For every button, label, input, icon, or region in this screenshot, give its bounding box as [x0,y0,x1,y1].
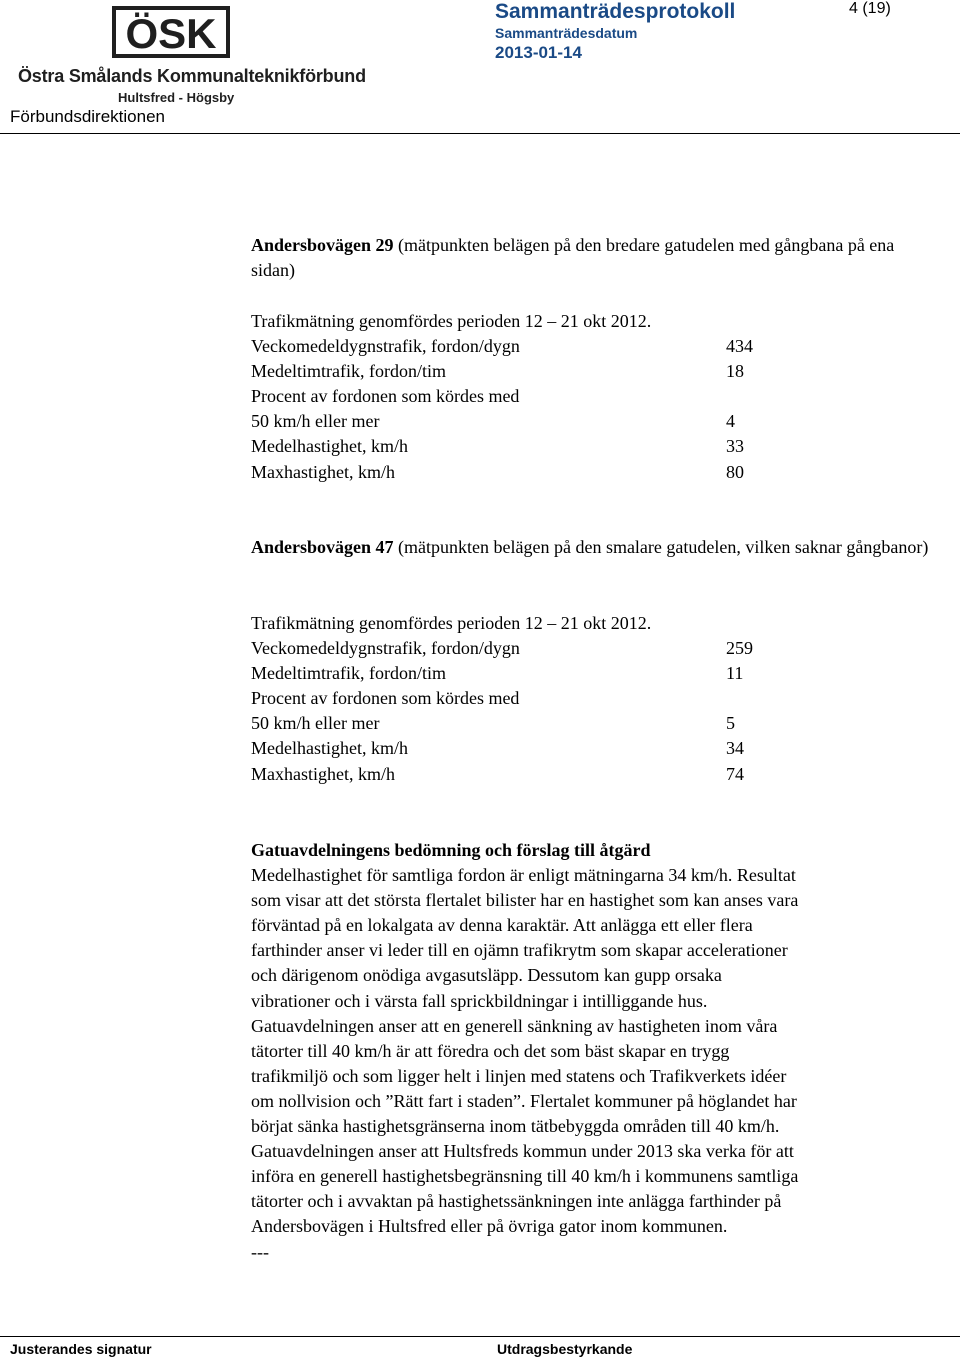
section1-street: Andersbovägen 29 [251,235,394,255]
assessment-line: som visar att det största flertalet bilister har en hastighet som kan anses vara [251,890,799,911]
org-name: Östra Smålands Kommunalteknikförbund [18,66,366,86]
meeting-date: 2013-01-14 [495,43,582,62]
measurement-row: Maxhastighet, km/h 80 [251,461,744,482]
assessment-line: Andersbovägen i Hultsfred eller på övriga gator inom kommunen. [251,1216,728,1237]
footer-divider [0,1336,960,1337]
logo-text: ÖSK [125,10,217,57]
section2-block [251,611,931,787]
assessment-line: trafikmiljö och som ligger helt i linjen med statens och Trafikverkets idéer [251,1065,787,1086]
section2-heading [251,535,931,560]
assessment-line: om nollvision och ”Rätt fart i staden”. Flertalet kommuner på höglandet har [251,1090,797,1111]
assessment-line: Gatuavdelningen anser att Hultsfreds kommun under 2013 ska verka för att [251,1141,794,1162]
end-marker: --- [251,1241,269,1262]
doc-title: Sammanträdesprotokoll [495,0,736,23]
measurement-row: 50 km/h eller mer 4 [251,411,735,432]
section2-period: Trafikmätning genomfördes perioden 12 – 21 okt 2012. [251,613,652,633]
section1-period: Trafikmätning genomfördes perioden 12 – 21 okt 2012. [251,311,652,331]
assessment-heading: Gatuavdelningens bedömning och förslag till åtgärd [251,840,651,860]
section2-street: Andersbovägen 47 [251,537,394,557]
assessment-line: Medelhastighet för samtliga fordon är enligt mätningarna 34 km/h. Resultat [251,865,796,886]
org-towns: Hultsfred - Högsby [118,90,235,105]
assessment-line: vibrationer och i värsta fall sprickbildningar i intilliggande hus. [251,990,708,1011]
assessment-line: farthinder anser vi leder till en ojämn trafikrytm som skapar accelerationer [251,940,788,961]
measurement-row: Veckomedeldygnstrafik, fordon/dygn 434 [251,336,753,357]
logo [112,6,230,58]
assessment-line: tätorter och i avvaktan på hastighetssänkningen inte anlägga farthinder på [251,1191,782,1212]
measurement-row: Medelhastighet, km/h 34 [251,738,744,759]
measurement-row: Medeltimtrafik, fordon/tim 11 [251,663,744,684]
meeting-date-label: Sammanträdesdatum [495,25,638,41]
logo-mark [112,6,230,58]
measurement-row: Medelhastighet, km/h 33 [251,436,744,457]
header-divider [0,133,960,134]
section2-description: (mätpunkten belägen på den smalare gatudelen, vilken saknar gångbanor) [393,537,929,557]
board-name: Förbundsdirektionen [10,107,165,126]
assessment-line: tätorter till 40 km/h är att föredra och det som bäst skapar en trygg [251,1040,730,1061]
measurement-row: Procent av fordonen som kördes med [251,386,520,407]
footer-signature-label: Justerandes signatur [10,1341,152,1357]
assessment-block [251,838,931,1265]
measurement-row: Maxhastighet, km/h 74 [251,763,744,784]
measurement-row: Procent av fordonen som kördes med [251,688,520,709]
assessment-line: Gatuavdelningen anser att en generell sänkning av hastigheten inom våra [251,1015,778,1036]
page-number: 4 (19) [849,0,891,17]
measurement-row: Veckomedeldygnstrafik, fordon/dygn 259 [251,638,753,659]
measurement-row: Medeltimtrafik, fordon/tim 18 [251,361,744,382]
footer-certification-label: Utdragsbestyrkande [497,1341,633,1357]
section1-heading [251,233,931,283]
assessment-line: börjat sänka hastighetsgränserna inom tätbebyggda områden till 40 km/h. [251,1116,780,1137]
measurement-row: 50 km/h eller mer 5 [251,713,735,734]
assessment-line: förväntad på en lokalgata av denna karaktär. Att anlägga ett eller flera [251,915,753,936]
section1-description: (mätpunkten belägen på den bredare gatudelen med gångbana på ena sidan) [251,235,895,281]
assessment-line: och därigenom onödiga avgasutsläpp. Dessutom kan gupp orsaka [251,965,722,986]
section1-block [251,309,931,485]
assessment-line: införa en generell hastighetsbegränsning till 40 km/h i kommunens samtliga [251,1166,799,1187]
